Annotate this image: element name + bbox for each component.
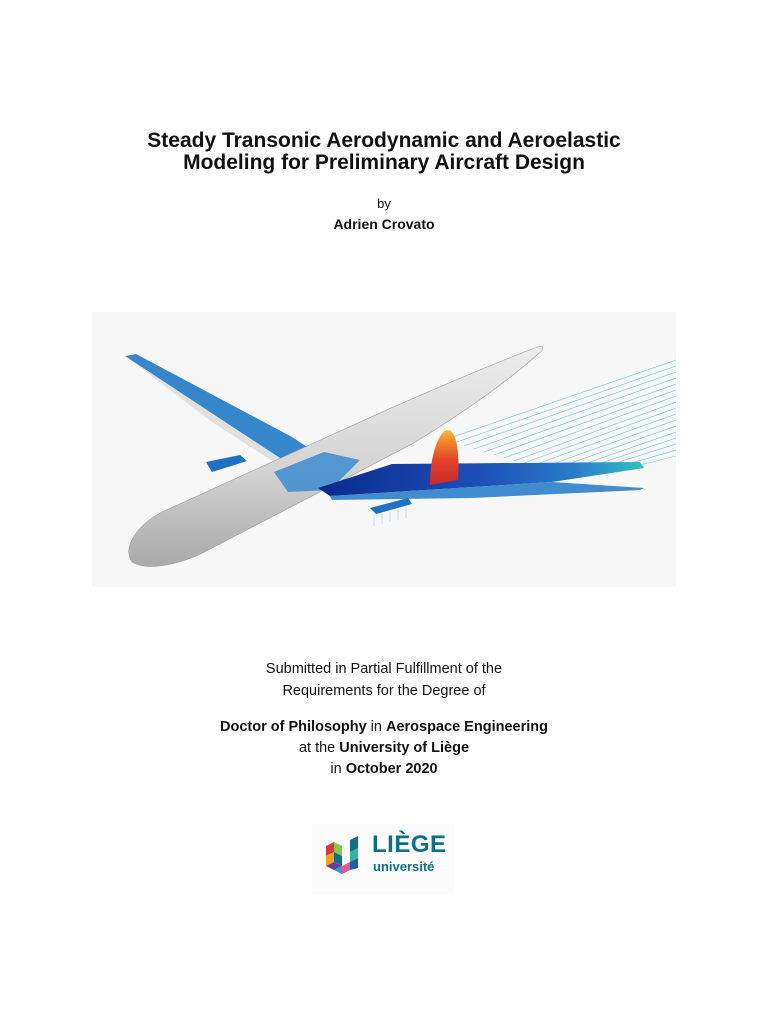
aircraft-illustration — [92, 312, 676, 587]
liege-university-logo — [312, 824, 454, 894]
submitted-line-1: Submitted in Partial Fulfillment of the — [265, 661, 503, 677]
degree-info — [0, 717, 768, 780]
logo-subtitle: université — [373, 859, 435, 874]
date-in: in — [330, 761, 342, 777]
title-line-1: Steady Transonic Aerodynamic and Aeroelastic — [147, 129, 621, 152]
submitted-line-2: Requirements for the Degree of — [282, 683, 486, 699]
degree-name: Doctor of Philosophy — [220, 719, 367, 735]
pressure-distribution — [430, 430, 459, 485]
left-nacelle — [206, 455, 247, 472]
by-label: by — [377, 196, 391, 211]
submission-date: October 2020 — [345, 761, 438, 777]
submission-statement — [0, 658, 768, 702]
aircraft-figure — [92, 312, 676, 587]
university-line — [0, 738, 768, 759]
degree-line — [0, 717, 768, 738]
logo-name: LIÈGE — [372, 831, 447, 858]
degree-in: in — [370, 719, 382, 735]
author-name: Adrien Crovato — [333, 216, 435, 232]
document-title — [0, 130, 768, 174]
at-the-label: at the — [298, 740, 336, 756]
degree-field: Aerospace Engineering — [386, 719, 548, 735]
left-wing — [125, 354, 324, 458]
title-line-2: Modeling for Preliminary Aircraft Design — [183, 151, 585, 174]
date-line — [0, 759, 768, 780]
right-nacelle — [370, 498, 412, 514]
liege-logo-mark-icon — [312, 824, 370, 894]
university-name: University of Liège — [339, 740, 470, 756]
